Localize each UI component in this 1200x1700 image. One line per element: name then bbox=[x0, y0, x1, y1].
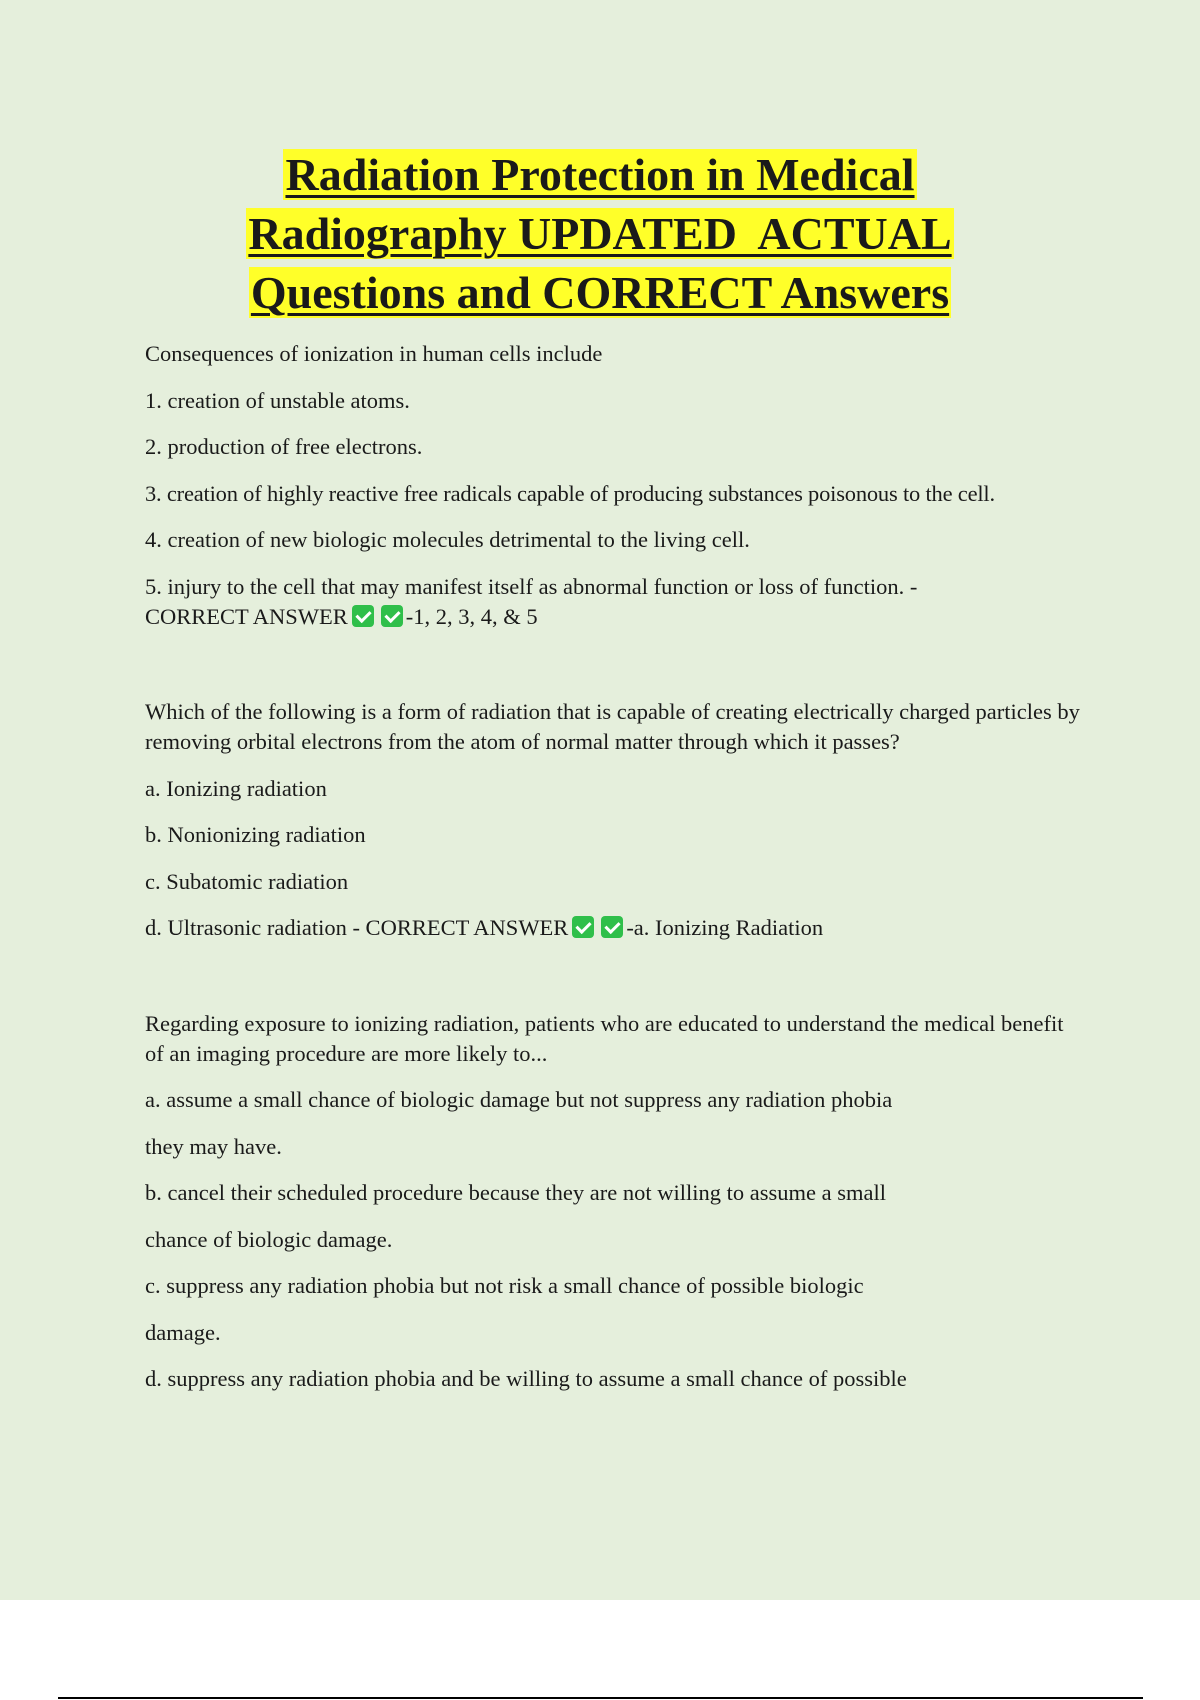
question-3-line: chance of biologic damage. bbox=[145, 1226, 393, 1252]
check-icon bbox=[352, 605, 374, 627]
question-1-item-5: 5. injury to the cell that may manifest itself as abnormal function or loss of function. - bbox=[145, 573, 918, 599]
page-divider bbox=[58, 1697, 1143, 1699]
question-3-line: b. cancel their scheduled procedure because they are not willing to assume a small bbox=[145, 1180, 886, 1205]
question-3-text: Regarding exposure to ionizing radiation, patients who are educated to understand the medical benefit of an imaging procedure are more likely to... bbox=[145, 1010, 1064, 1066]
question-3-line: c. suppress any radiation phobia but not risk a small chance of possible biologic bbox=[145, 1273, 864, 1298]
question-1-item-1: 1. creation of unstable atoms. bbox=[145, 387, 410, 413]
question-2-option-d: d. Ultrasonic radiation - CORRECT ANSWER bbox=[145, 915, 569, 940]
question-1-item-4: 4. creation of new biologic molecules detrimental to the living cell. bbox=[145, 527, 750, 552]
question-1-intro: Consequences of ionization in human cells include bbox=[145, 341, 603, 366]
title-line-2: Radiography UPDATED ACTUAL bbox=[248, 208, 952, 259]
question-2-text: Which of the following is a form of radiation that is capable of creating electrically charged particles by removing orbital electrons from the atom of normal matter through which it passes? bbox=[145, 699, 1080, 754]
question-1-item-2: 2. production of free electrons. bbox=[145, 434, 423, 459]
correct-answer-label: CORRECT ANSWER bbox=[145, 603, 348, 629]
question-3-line: they may have. bbox=[145, 1133, 282, 1159]
document-title bbox=[0, 145, 1200, 322]
check-icon bbox=[381, 605, 403, 627]
title-line-3: Questions and CORRECT Answers bbox=[250, 267, 950, 318]
check-icon bbox=[601, 916, 623, 938]
check-icon bbox=[572, 916, 594, 938]
question-3-line: a. assume a small chance of biologic damage but not suppress any radiation phobia bbox=[145, 1087, 893, 1112]
question-3-line: d. suppress any radiation phobia and be willing to assume a small chance of possible bbox=[145, 1366, 907, 1391]
correct-answer-value: -1, 2, 3, 4, & 5 bbox=[405, 603, 538, 629]
question-2-option-d-answer bbox=[145, 913, 1085, 943]
question-1-item-3: 3. creation of highly reactive free radicals capable of producing substances poisonous to the cell. bbox=[145, 480, 995, 506]
question-1-item-5-answer bbox=[145, 572, 1085, 632]
question-2-option-a: a. Ionizing radiation bbox=[145, 775, 327, 801]
title-line-1: Radiation Protection in Medical bbox=[285, 149, 915, 200]
document-body bbox=[145, 339, 1085, 1411]
question-2-option-c: c. Subatomic radiation bbox=[145, 868, 349, 894]
question-3-line: damage. bbox=[145, 1319, 221, 1345]
question-2-option-b: b. Nonionizing radiation bbox=[145, 822, 366, 847]
correct-answer-value: -a. Ionizing Radiation bbox=[626, 915, 824, 940]
